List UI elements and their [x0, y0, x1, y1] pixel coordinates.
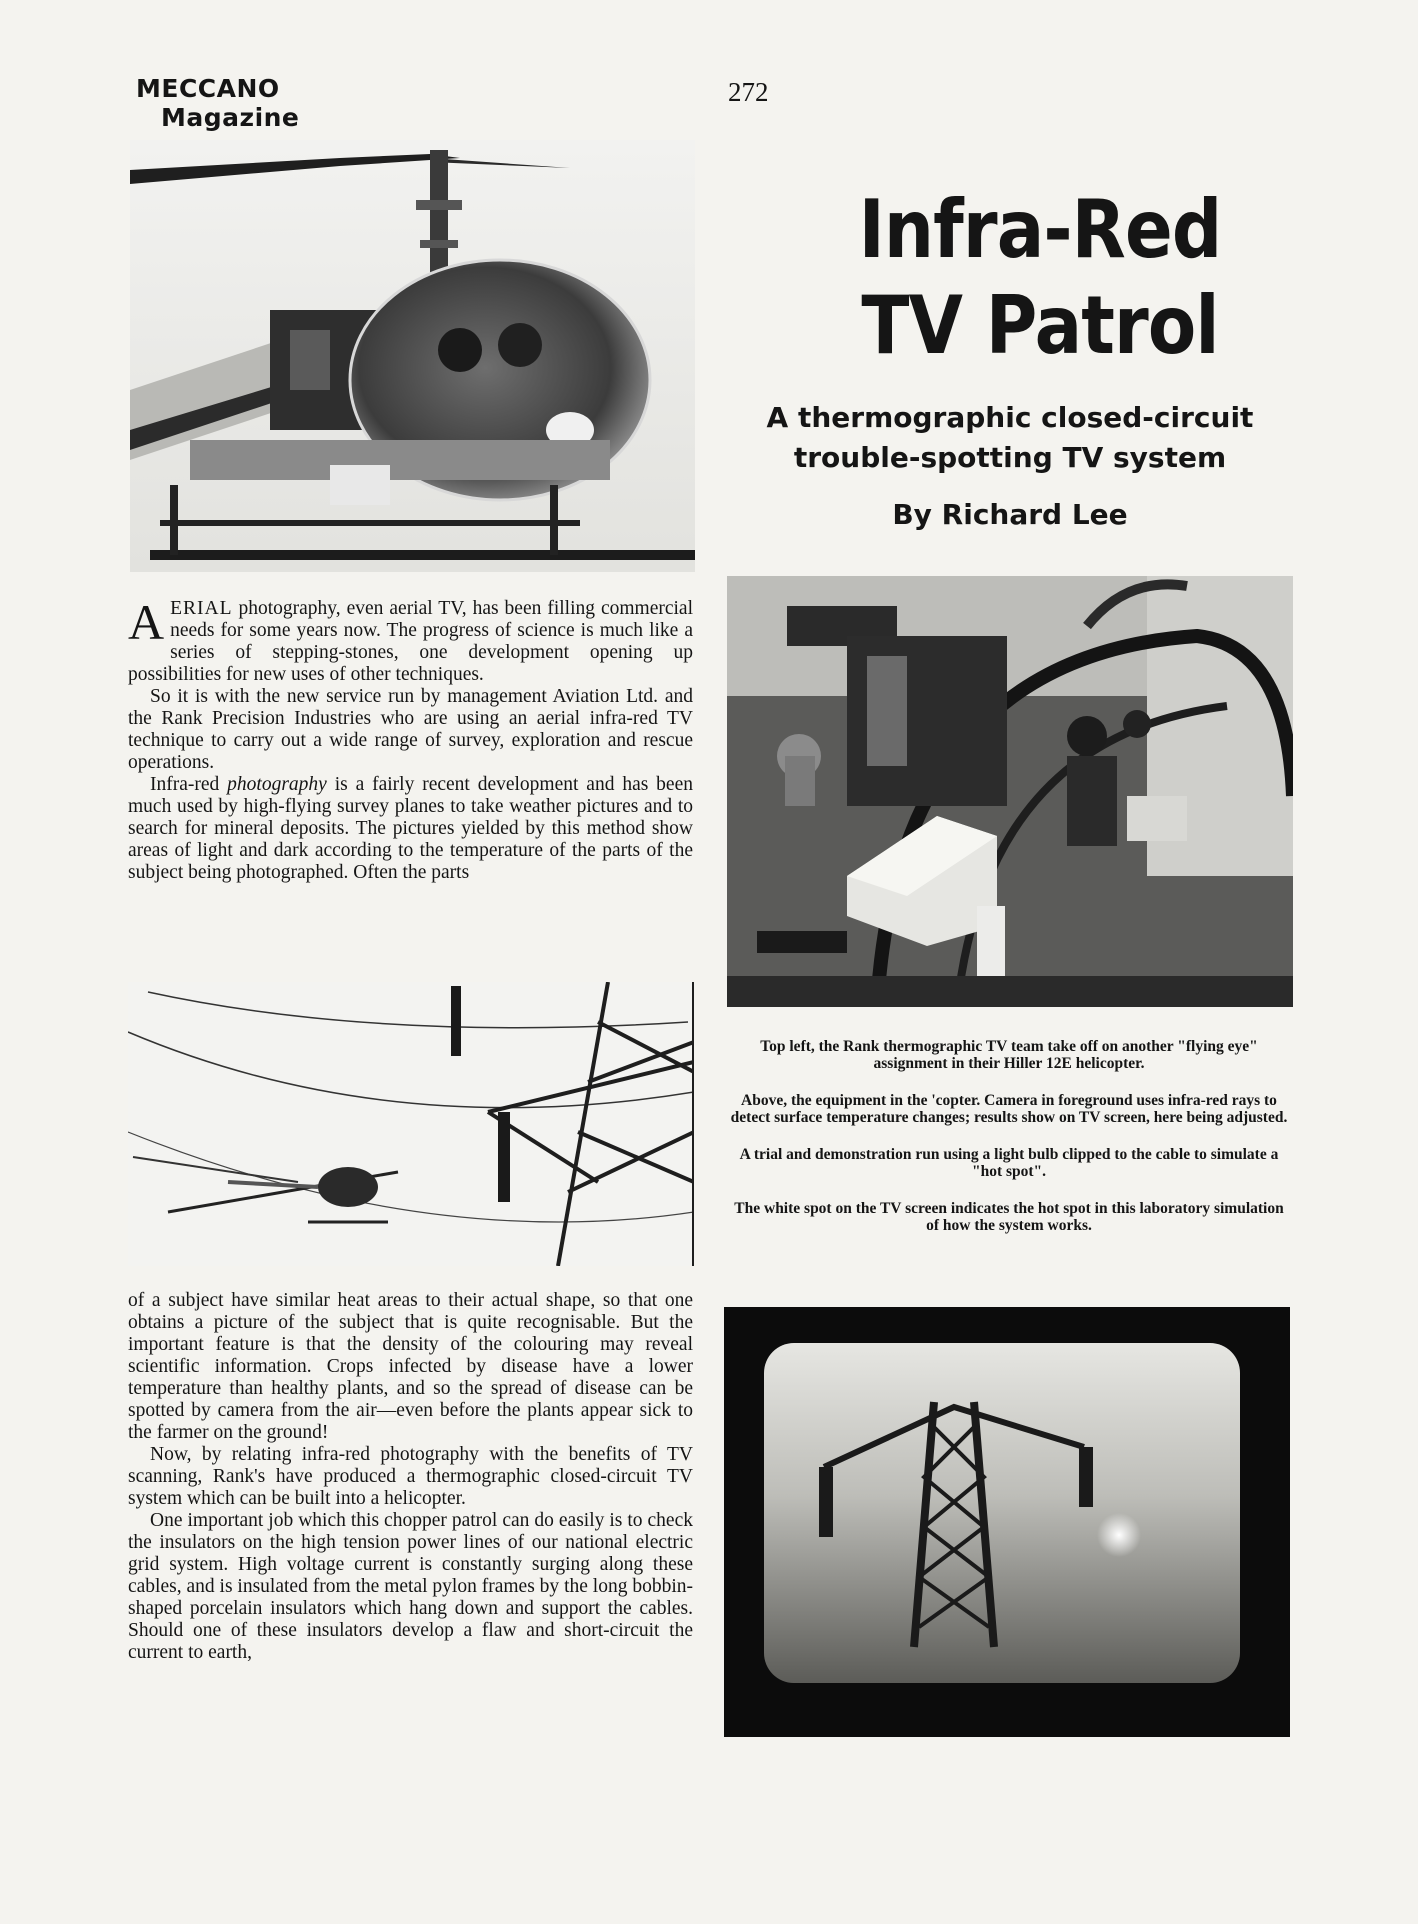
masthead-line2: Magazine [161, 103, 300, 132]
photo-captions [726, 1038, 1292, 1254]
masthead-line1: MECCANO [136, 74, 280, 103]
article-paragraph: Now, by relating infra-red photography with the benefits of TV scanning, Rank's have produced a thermographic closed-circuit TV system which can be built into a helicopter. [128, 1444, 693, 1509]
caption-tv-screen: The white spot on the TV screen indicates the hot spot in this laboratory simulation of how the system works. [734, 1200, 1284, 1234]
helicopter-pylon-photo [128, 982, 694, 1266]
article-paragraph: of a subject have similar heat areas to their actual shape, so that one obtains a picture of the subject that is quite recognisable. But the important feature is that the density of the colouring may reveal scientific information. Crops infected by disease have a lower temperature than healthy plants, and so the spread of disease can be spotted by camera from the air—even before the plants appear sick to the farmer on the ground! [128, 1290, 693, 1443]
subtitle-line1: A thermographic closed-circuit [766, 401, 1254, 434]
article-paragraph: So it is with the new service run by management Aviation Ltd. and the Rank Precision Industries who are using an aerial infra-red TV technique to carry out a wide range of survey, exploration and rescue operations. [128, 686, 693, 773]
article-paragraph: Infra-red photography is a fairly recent development and has been much used by high-flying survey planes to take weather pictures and to search for mineral deposits. The pictures yielded by this method show areas of light and dark according to the temperature of the parts of the subject being photographed. Often the parts [128, 774, 693, 883]
caption-equipment: Above, the equipment in the 'copter. Camera in foreground uses infra-red rays to detect surface temperature changes; results show on TV screen, here being adjusted. [730, 1092, 1288, 1126]
article-paragraph: One important job which this chopper patrol can do easily is to check the insulators on the high tension power lines of our national electric grid system. High voltage current is constantly surging along these cables, and is insulated from the metal pylon frames by the long bobbin-shaped porcelain insulators which hang down and support the cables. Should one of these insulators develop a flaw and short-circuit the current to earth, [128, 1510, 693, 1663]
caption-trial-run: A trial and demonstration run using a light bulb clipped to the cable to simulate a "hot spot". [739, 1146, 1279, 1180]
title-line1: Infra-Red [858, 183, 1222, 276]
masthead [136, 74, 336, 132]
article-subtitle [740, 398, 1280, 478]
tv-screen-photo [724, 1307, 1290, 1737]
copter-equipment-photo [727, 576, 1293, 1007]
article-column-2 [128, 1290, 693, 1664]
byline: By Richard Lee [892, 498, 1128, 531]
caption-takeoff: Top left, the Rank thermographic TV team take off on another "flying eye" assignment in their Hiller 12E helicopter. [760, 1038, 1258, 1072]
helicopter-takeoff-photo [130, 140, 695, 572]
article-paragraph: AERIAL photography, even aerial TV, has been filling commercial needs for some years now. The progress of science is much like a series of stepping-stones, one development opening up possibilities for new uses of other techniques. [128, 594, 693, 685]
title-line2: TV Patrol [861, 279, 1219, 372]
subtitle-line2: trouble-spotting TV system [793, 441, 1227, 474]
article-title [811, 182, 1269, 374]
article-column-1 [128, 594, 693, 884]
drop-cap: A [128, 594, 165, 650]
page-number: 272 [728, 77, 769, 107]
